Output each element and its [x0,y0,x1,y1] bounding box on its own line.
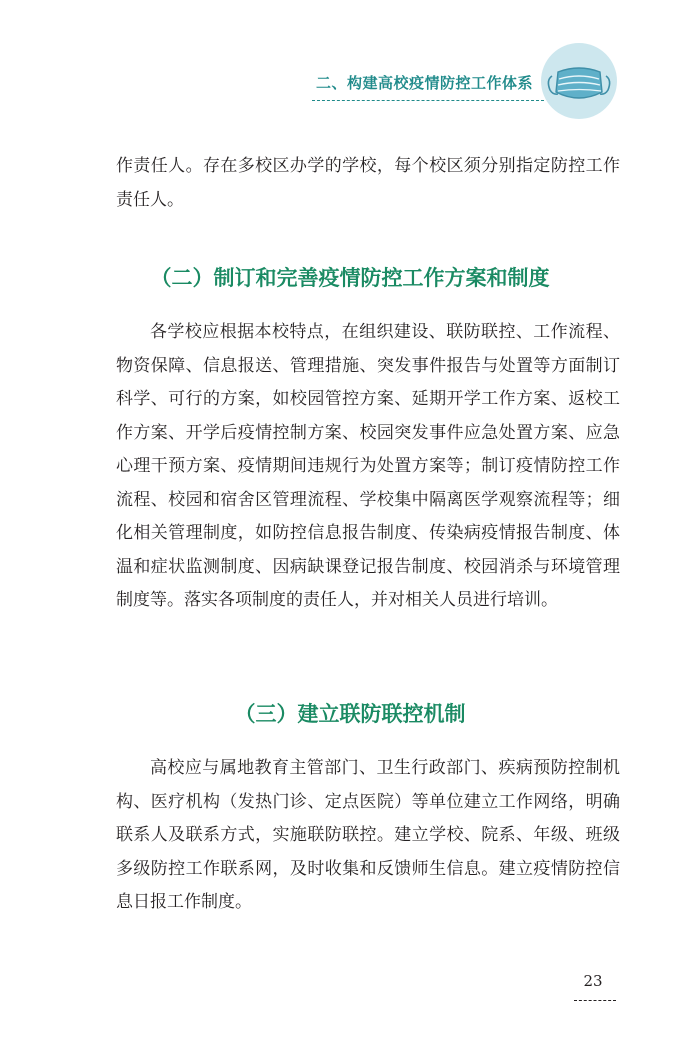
face-mask-icon [540,42,618,120]
section-heading-plans: （二）制订和完善疫情防控工作方案和制度 [150,266,550,290]
chapter-title: 二、构建高校疫情防控工作体系 [316,74,534,92]
paragraph-joint-control: 高校应与属地教育主管部门、卫生行政部门、疾病预防控制机构、医疗机构（发热门诊、定点医院）等单位建立工作网络，明确联系人及联系方式，实施联防联控。建立学校、院系、年级、班级多级防控工作联系网，及时收集和反馈师生信息。建立疫情防控信息日报工作制度。 [116,758,620,912]
page-number: 23 [583,972,603,990]
header-dashed-divider [312,100,544,101]
section-heading-joint-control: （三）建立联防联控机制 [234,702,466,726]
page-header [0,0,700,120]
paragraph-plans: 各学校应根据本校特点，在组织建设、联防联控、工作流程、物资保障、信息报送、管理措施、突发事件报告与处置等方面制订科学、可行的方案，如校园管控方案、延期开学工作方案、返校工作方案、开学后疫情控制方案、校园突发事件应急处置方案、应急心理干预方案、疫情期间违规行为处置方案等；制订疫情防控工作流程、校园和宿舍区管理流程、学校集中隔离医学观察流程等；细化相关管理制度，如防控信息报告制度、传染病疫情报告制度、体温和症状监测制度、因病缺课登记报告制度、校园消杀与环境管理制度等。落实各项制度的责任人，并对相关人员进行培训。 [116,322,620,610]
footer-dashed-divider [574,1000,616,1001]
paragraph-continued: 作责任人。存在多校区办学的学校，每个校区须分别指定防控工作责任人。 [116,156,620,210]
